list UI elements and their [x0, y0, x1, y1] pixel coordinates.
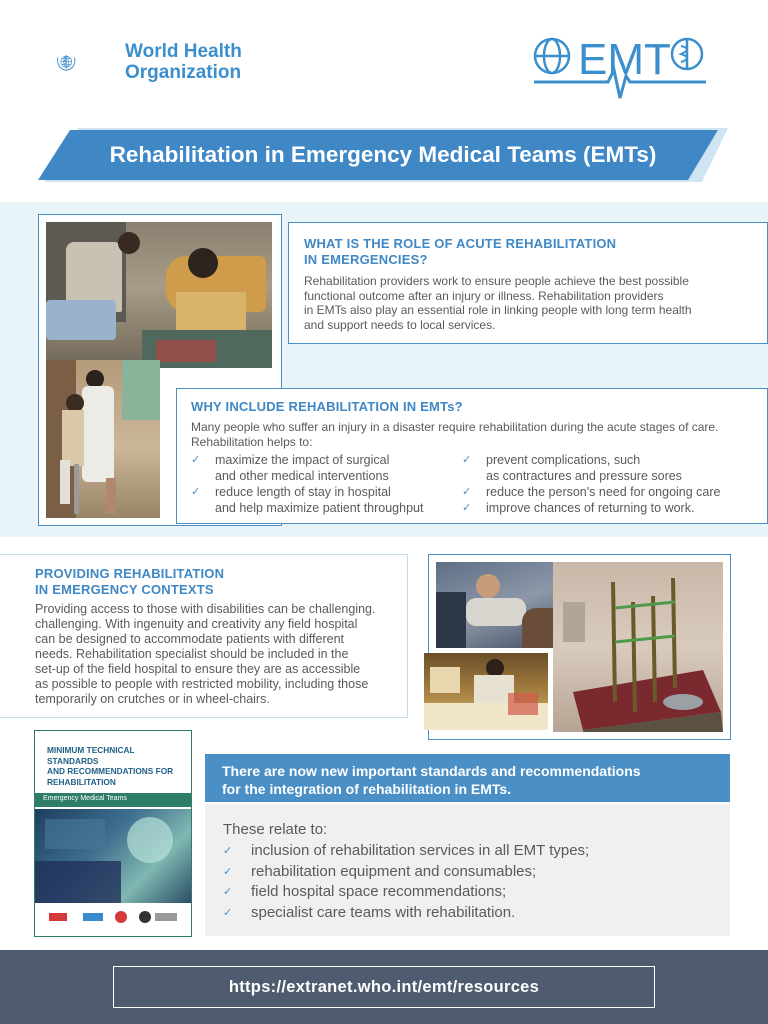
providing-line: temporarily on crutches or in wheel-chairs. — [35, 692, 270, 706]
crutch-walking-photo — [46, 360, 160, 518]
why-item: ✓ reduce the person's need for ongoing care — [462, 484, 752, 500]
why-item: ✓ improve chances of returning to work. — [462, 500, 752, 516]
why-item: ✓ maximize the impact of surgical and other medical interventions — [191, 452, 461, 484]
booklet-subtitle: Emergency Medical Teams — [43, 795, 127, 802]
why-item: ✓ prevent complications, such as contractures and pressure sores — [462, 452, 752, 484]
booklet-cover-image — [35, 809, 192, 903]
role-body — [304, 274, 754, 332]
providing-heading — [35, 566, 405, 598]
why-section — [191, 399, 756, 449]
role-line: in EMTs also play an essential role in linking people with long term health — [304, 303, 692, 318]
providing-line: can be designed to accommodate patients with different — [35, 632, 344, 646]
resources-link[interactable]: https://extranet.who.int/emt/resources — [113, 966, 655, 1008]
why-list-left — [191, 452, 461, 516]
relates-item: ✓ field hospital space recommendations; — [223, 882, 723, 903]
providing-line: set-up of the field hospital to ensure they are as accessible — [35, 662, 361, 676]
emt-logo — [530, 28, 710, 100]
role-line: and support needs to local services. — [304, 317, 496, 332]
who-name-line1: World Health — [125, 41, 242, 62]
page-title: Rehabilitation in Emergency Medical Teams (EMTs) — [109, 142, 657, 167]
why-item: ✓ reduce length of stay in hospital and help maximize patient throughput — [191, 484, 461, 516]
relates-list — [223, 841, 723, 923]
relates-item: ✓ rehabilitation equipment and consumables; — [223, 862, 723, 883]
providing-heading-line1: PROVIDING REHABILITATION — [35, 566, 225, 581]
booklet-cover[interactable] — [34, 730, 192, 937]
booklet-title — [47, 745, 187, 787]
why-intro — [191, 420, 756, 449]
emt-logo-text: EMT — [578, 35, 671, 84]
booklet-title-line2: AND RECOMMENDATIONS FOR — [47, 766, 174, 776]
relates-intro: These relate to: — [223, 821, 328, 838]
booklet-partner-logos — [49, 911, 179, 925]
providing-section — [35, 566, 405, 707]
why-list-right — [462, 452, 752, 516]
booklet-title-line1: MINIMUM TECHNICAL STANDARDS — [47, 745, 135, 766]
role-section — [304, 236, 754, 332]
providing-line: as possible to people with restricted mobility, including those — [35, 677, 369, 691]
providing-line: challenging. With ingenuity and creativity any field hospital — [35, 617, 358, 631]
cta-line2: for the integration of rehabilitation in EMTs. — [222, 781, 512, 797]
cta-line1: There are now new important standards and recommendations — [222, 763, 641, 779]
providing-line: Providing access to those with disabilities can be challenging. — [35, 602, 376, 616]
who-emblem-icon — [56, 34, 120, 90]
role-line: Rehabilitation providers work to ensure people achieve the best possible — [304, 274, 689, 288]
providing-body — [35, 602, 405, 707]
why-heading: WHY INCLUDE REHABILITATION IN EMTs? — [191, 399, 463, 414]
role-line: functional outcome after an injury or illness. Rehabilitation providers — [304, 288, 664, 303]
relates-item: ✓ inclusion of rehabilitation services in all EMT types; — [223, 841, 723, 862]
providing-heading-line2: IN EMERGENCY CONTEXTS — [35, 582, 214, 597]
role-heading — [304, 236, 754, 268]
rehab-session-photo — [46, 222, 272, 368]
field-hospital-model-photo — [553, 562, 723, 732]
booklet-title-line3: REHABILITATION — [47, 776, 116, 787]
why-intro-line2: Rehabilitation helps to: — [191, 434, 313, 449]
why-intro-line1: Many people who suffer an injury in a disaster require rehabilitation during the acute stages of care. — [191, 420, 719, 434]
who-name-line2: Organization — [125, 62, 242, 83]
cta-text — [222, 762, 712, 798]
providing-line: needs. Rehabilitation specialist should be included in the — [35, 647, 349, 661]
role-heading-line1: WHAT IS THE ROLE OF ACUTE REHABILITATION — [304, 236, 617, 251]
relates-section — [223, 820, 723, 923]
patient-bed-photo — [424, 653, 548, 730]
role-heading-line2: IN EMERGENCIES? — [304, 252, 428, 267]
relates-item: ✓ specialist care teams with rehabilitation. — [223, 903, 723, 924]
who-name — [125, 41, 242, 83]
